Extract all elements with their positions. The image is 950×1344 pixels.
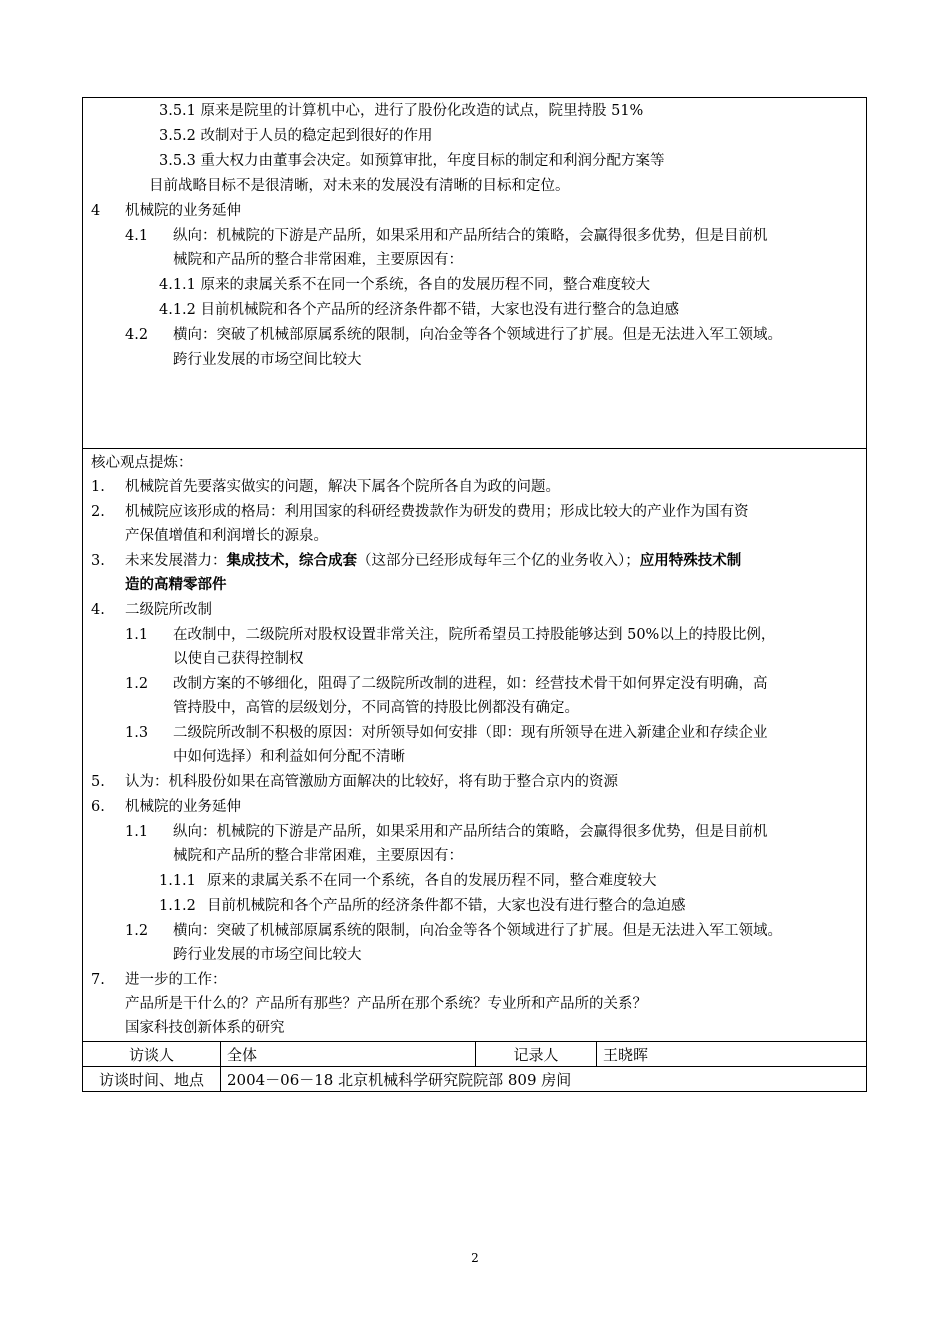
note-line: 目前战略目标不是很清晰，对未来的发展没有清晰的目标和定位。 — [149, 178, 570, 194]
item-text-cont: 国家科技创新体系的研究 — [125, 1020, 285, 1036]
item-number: 1.2 — [125, 923, 149, 939]
item-number: 1.3 — [125, 725, 149, 741]
item-text-bold: 集成技术，综合成套 — [226, 553, 357, 569]
item-text: 在改制中，二级院所对股权设置非常关注，院所希望员工持股能够达到 50%以上的持股比例， — [173, 627, 776, 643]
item-text-part: （这部分已经形成每年三个亿的业务收入）； — [357, 553, 640, 569]
item-number: 1.1 — [125, 627, 149, 643]
table-row — [83, 1042, 867, 1067]
time-place-value: 2004－06－18 北京机械科学研究院院部 809 房间 — [221, 1067, 867, 1092]
item-number: 7. — [91, 972, 105, 988]
note-line: 3.5.3 重大权力由董事会决定。如预算审批，年度目标的制定和利润分配方案等 — [159, 153, 665, 169]
item-text-cont: 械院和产品所的整合非常困难，主要原因有： — [173, 848, 463, 864]
note-line: 3.5.2 改制对于人员的稳定起到很好的作用 — [159, 128, 433, 144]
time-place-label: 访谈时间、地点 — [83, 1067, 221, 1092]
interview-notes-box — [82, 97, 867, 449]
note-line: 4.1.2 目前机械院和各个产品所的经济条件都不错，大家也没有进行整合的急迫感 — [159, 302, 680, 318]
item-number: 1.1.1 — [159, 873, 196, 889]
item-number: 1.2 — [125, 676, 149, 692]
item-text — [125, 552, 741, 570]
item-text: 目前机械院和各个产品所的经济条件都不错，大家也没有进行整合的急迫感 — [207, 898, 686, 914]
item-number: 1.1 — [125, 824, 149, 840]
item-text: 机械院应该形成的格局：利用国家的科研经费拨款作为研发的费用；形成比较大的产业作为国有资 — [125, 504, 749, 520]
item-number: 4.2 — [125, 327, 149, 343]
interviewer-label: 访谈人 — [83, 1042, 221, 1067]
item-text: 原来的隶属关系不在同一个系统，各自的发展历程不同，整合难度较大 — [207, 873, 657, 889]
item-text: 认为：机科股份如果在高管激励方面解决的比较好，将有助于整合京内的资源 — [125, 774, 618, 790]
item-text: 二级院所改制 — [125, 602, 212, 618]
page-number: 2 — [471, 1251, 479, 1265]
item-text-part: 未来发展潜力： — [125, 553, 227, 569]
item-number: 6. — [91, 799, 105, 815]
item-text: 纵向：机械院的下游是产品所，如果采用和产品所结合的策略，会赢得很多优势，但是目前机 — [173, 824, 768, 840]
item-text-cont: 管持股中，高管的层级划分，不同高管的持股比例都没有确定。 — [173, 700, 579, 716]
item-text: 改制方案的不够细化，阻碍了二级院所改制的进程，如：经营技术骨干如何界定没有明确，高 — [173, 676, 768, 692]
recorder-label: 记录人 — [476, 1042, 597, 1067]
item-number: 4.1 — [125, 228, 149, 244]
note-line: 跨行业发展的市场空间比较大 — [173, 352, 362, 368]
item-number: 1. — [91, 479, 105, 495]
note-line: 3.5.1 原来是院里的计算机中心，进行了股份化改造的试点，院里持股 51% — [159, 103, 644, 119]
item-text: 机械院的业务延伸 — [125, 799, 241, 815]
item-text-cont: 产保值增值和利润增长的源泉。 — [125, 528, 328, 544]
document-page — [82, 97, 869, 1096]
interview-info-table — [82, 1041, 867, 1092]
section-number: 4 — [91, 203, 101, 219]
item-number: 5. — [91, 774, 105, 790]
item-text-cont: 以使自己获得控制权 — [173, 651, 304, 667]
item-text-cont: 造的高精零部件 — [125, 577, 227, 593]
item-text: 进一步的工作： — [125, 972, 227, 988]
item-text-cont: 产品所是干什么的？产品所有那些？产品所在那个系统？专业所和产品所的关系？ — [125, 996, 647, 1012]
item-text: 横向：突破了机械部原属系统的限制，向冶金等各个领域进行了扩展。但是无法进入军工领域。 — [173, 923, 782, 939]
item-number: 4. — [91, 602, 105, 618]
table-row — [83, 1067, 867, 1092]
item-text: 机械院首先要落实做实的问题，解决下属各个院所各自为政的问题。 — [125, 479, 560, 495]
item-number: 2. — [91, 504, 105, 520]
core-points-heading: 核心观点提炼： — [91, 455, 193, 471]
item-text-cont: 中如何选择）和利益如何分配不清晰 — [173, 749, 405, 765]
item-number: 3. — [91, 553, 105, 569]
recorder-value: 王晓晖 — [597, 1042, 867, 1067]
note-line: 械院和产品所的整合非常困难，主要原因有： — [173, 252, 463, 268]
item-text-cont: 跨行业发展的市场空间比较大 — [173, 947, 362, 963]
section-title: 机械院的业务延伸 — [125, 203, 241, 219]
item-text: 二级院所改制不积极的原因：对所领导如何安排（即：现有所领导在进入新建企业和存续企业 — [173, 725, 768, 741]
item-text-bold: 应用特殊技术制 — [639, 553, 742, 569]
item-number: 1.1.2 — [159, 898, 196, 914]
note-line: 4.1.1 原来的隶属关系不在同一个系统，各自的发展历程不同，整合难度较大 — [159, 277, 651, 293]
core-points-box — [82, 448, 867, 1042]
interviewer-value: 全体 — [221, 1042, 476, 1067]
note-line: 横向：突破了机械部原属系统的限制，向冶金等各个领域进行了扩展。但是无法进入军工领域。 — [173, 327, 782, 343]
note-line: 纵向：机械院的下游是产品所，如果采用和产品所结合的策略，会赢得很多优势，但是目前机 — [173, 228, 768, 244]
